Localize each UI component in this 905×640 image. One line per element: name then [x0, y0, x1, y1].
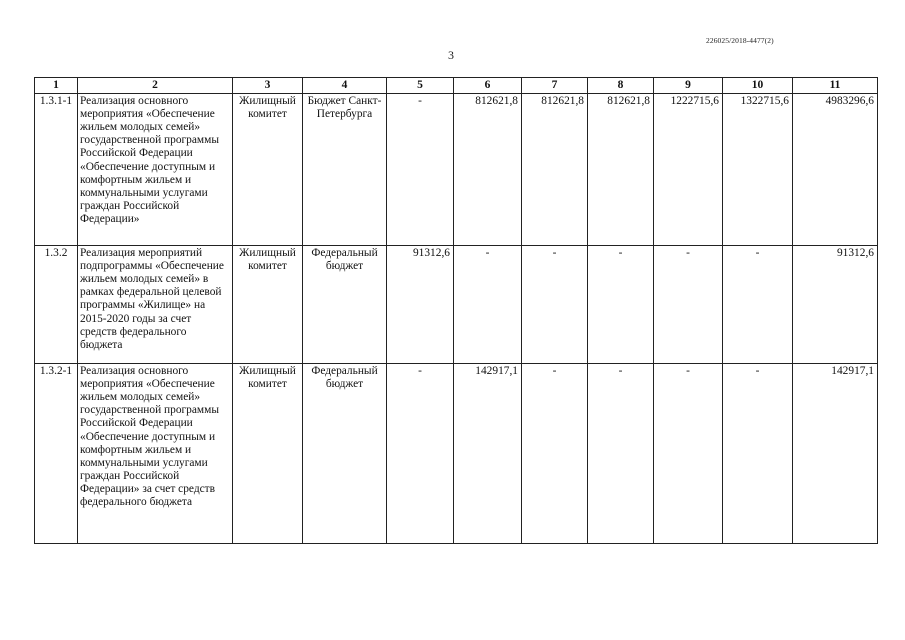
- row-executor: Жилищный комитет: [233, 246, 303, 364]
- column-header: 11: [793, 78, 878, 94]
- table-row: [35, 246, 878, 364]
- row-value: -: [387, 364, 454, 544]
- row-executor: Жилищный комитет: [233, 94, 303, 246]
- row-value: -: [723, 364, 793, 544]
- column-header: 9: [654, 78, 723, 94]
- row-name: Реализация мероприятий подпрограммы «Обеспечение жильем молодых семей» в рамках федеральной целевой программы «Жилище» на 2015-2020 годы за счет средств федерального бюджета: [78, 246, 233, 364]
- row-value: -: [588, 364, 654, 544]
- row-value: 812621,8: [454, 94, 522, 246]
- row-source: Федеральный бюджет: [303, 364, 387, 544]
- row-code: 1.3.2: [35, 246, 78, 364]
- row-value: -: [387, 94, 454, 246]
- row-value: 142917,1: [454, 364, 522, 544]
- document-number: 226025/2018-4477(2): [706, 36, 774, 45]
- table-row: [35, 364, 878, 544]
- row-value: 1322715,6: [723, 94, 793, 246]
- row-code: 1.3.1-1: [35, 94, 78, 246]
- column-header: 4: [303, 78, 387, 94]
- row-value: -: [588, 246, 654, 364]
- row-name: Реализация основного мероприятия «Обеспечение жильем молодых семей» государственной программы Российской Федерации «Обеспечение доступным и комфортным жильем и коммунальными услугами граждан Российской Федерации» за счет средств федерального бюджета: [78, 364, 233, 544]
- page-number: 3: [448, 48, 454, 62]
- row-executor: Жилищный комитет: [233, 364, 303, 544]
- row-total: 142917,1: [793, 364, 878, 544]
- column-header: 3: [233, 78, 303, 94]
- table-row: [35, 94, 878, 246]
- row-source: Бюджет Санкт-Петербурга: [303, 94, 387, 246]
- column-header: 5: [387, 78, 454, 94]
- row-value: -: [522, 364, 588, 544]
- row-total: 4983296,6: [793, 94, 878, 246]
- row-value: 812621,8: [588, 94, 654, 246]
- row-value: -: [522, 246, 588, 364]
- column-header: 10: [723, 78, 793, 94]
- row-value: -: [654, 246, 723, 364]
- budget-table: [34, 77, 878, 544]
- column-header: 6: [454, 78, 522, 94]
- column-header: 1: [35, 78, 78, 94]
- row-name: Реализация основного мероприятия «Обеспечение жильем молодых семей» государственной программы Российской Федерации «Обеспечение доступным и комфортным жильем и коммунальными услугами граждан Российской Федерации»: [78, 94, 233, 246]
- row-value: -: [723, 246, 793, 364]
- row-value: -: [454, 246, 522, 364]
- row-total: 91312,6: [793, 246, 878, 364]
- row-value: 1222715,6: [654, 94, 723, 246]
- row-value: -: [654, 364, 723, 544]
- row-code: 1.3.2-1: [35, 364, 78, 544]
- column-header: 2: [78, 78, 233, 94]
- row-source: Федеральный бюджет: [303, 246, 387, 364]
- row-value: 91312,6: [387, 246, 454, 364]
- column-header: 7: [522, 78, 588, 94]
- column-header: 8: [588, 78, 654, 94]
- header-row: [35, 78, 878, 94]
- row-value: 812621,8: [522, 94, 588, 246]
